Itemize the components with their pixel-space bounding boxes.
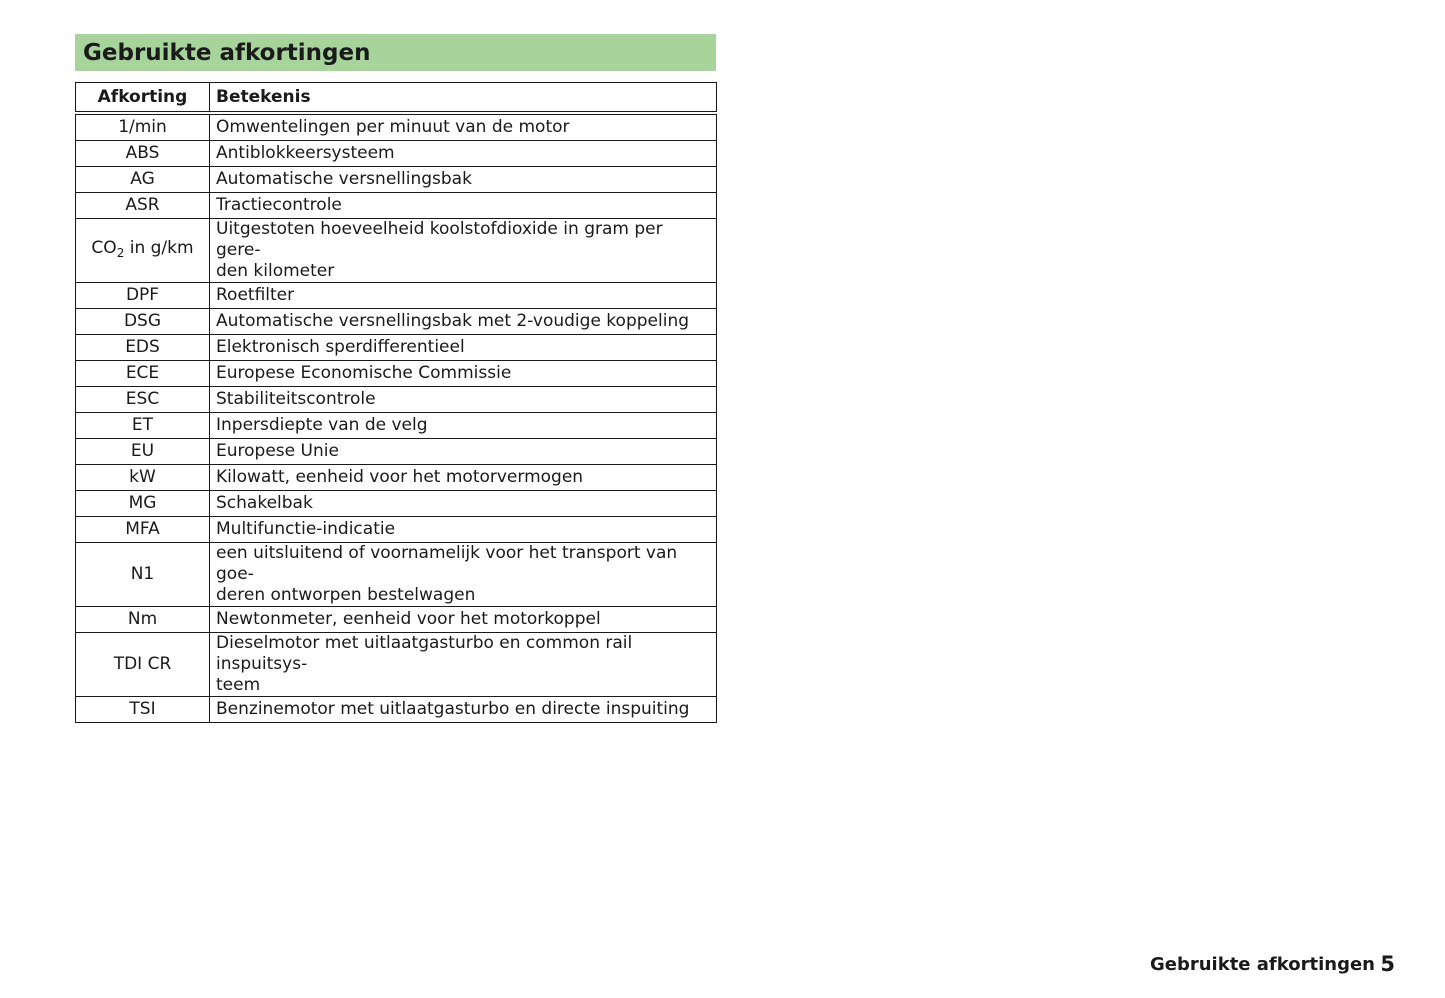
- column-header-meaning: Betekenis: [210, 83, 717, 114]
- page-number: 5: [1380, 952, 1395, 976]
- meaning-line: teem: [216, 675, 261, 695]
- table-row: [76, 413, 717, 439]
- meaning-line: een uitsluitend of voornamelijk voor het transport van goe-: [216, 543, 678, 584]
- co2-main: CO: [91, 237, 117, 258]
- abbreviation-cell: TSI: [76, 697, 210, 723]
- meaning-cell: [210, 633, 717, 697]
- meaning-cell: Europese Unie: [210, 439, 717, 465]
- meaning-cell: Newtonmeter, eenheid voor het motorkoppel: [210, 607, 717, 633]
- meaning-line: Uitgestoten hoeveelheid koolstofdioxide in gram per gere-: [216, 219, 663, 260]
- co2-unit: in g/km: [124, 237, 194, 258]
- meaning-cell: Schakelbak: [210, 491, 717, 517]
- table-row: [76, 543, 717, 607]
- meaning-cell: Kilowatt, eenheid voor het motorvermogen: [210, 465, 717, 491]
- meaning-cell: Inpersdiepte van de velg: [210, 413, 717, 439]
- section-title: Gebruikte afkortingen: [83, 39, 371, 66]
- table-row: [76, 697, 717, 723]
- meaning-cell: Automatische versnellingsbak met 2-voudige koppeling: [210, 309, 717, 335]
- table-row: [76, 633, 717, 697]
- table-row: [76, 113, 717, 141]
- abbreviation-cell: TDI CR: [76, 633, 210, 697]
- table-row: [76, 361, 717, 387]
- abbreviation-cell: DSG: [76, 309, 210, 335]
- abbreviation-cell: Nm: [76, 607, 210, 633]
- table-row: [76, 465, 717, 491]
- table-row: [76, 517, 717, 543]
- table-row: [76, 167, 717, 193]
- meaning-cell: Multifunctie-indicatie: [210, 517, 717, 543]
- table-row: [76, 219, 717, 283]
- meaning-cell: Elektronisch sperdifferentieel: [210, 335, 717, 361]
- meaning-cell: [210, 543, 717, 607]
- meaning-cell: Stabiliteitscontrole: [210, 387, 717, 413]
- table-row: [76, 491, 717, 517]
- abbreviations-table: [75, 82, 717, 723]
- abbreviation-cell: EDS: [76, 335, 210, 361]
- table-row: [76, 607, 717, 633]
- table-row: [76, 141, 717, 167]
- abbreviation-cell: ECE: [76, 361, 210, 387]
- table-row: [76, 335, 717, 361]
- abbreviation-cell: 1/min: [76, 113, 210, 141]
- table-row: [76, 439, 717, 465]
- abbreviation-cell: kW: [76, 465, 210, 491]
- page-footer: [1150, 950, 1395, 978]
- table-header-row: [76, 83, 717, 114]
- meaning-cell: [210, 219, 717, 283]
- table-row: [76, 309, 717, 335]
- column-header-abbreviation: Afkorting: [76, 83, 210, 114]
- meaning-line: Dieselmotor met uitlaatgasturbo en common rail inspuitsys-: [216, 633, 633, 674]
- abbreviation-cell: MFA: [76, 517, 210, 543]
- meaning-cell: Omwentelingen per minuut van de motor: [210, 113, 717, 141]
- meaning-cell: Automatische versnellingsbak: [210, 167, 717, 193]
- abbreviation-cell: DPF: [76, 283, 210, 309]
- meaning-cell: Roetfilter: [210, 283, 717, 309]
- abbreviation-cell: ABS: [76, 141, 210, 167]
- abbreviation-cell: AG: [76, 167, 210, 193]
- table-row: [76, 283, 717, 309]
- abbreviation-cell: MG: [76, 491, 210, 517]
- footer-title: Gebruikte afkortingen: [1150, 953, 1375, 975]
- meaning-cell: Europese Economische Commissie: [210, 361, 717, 387]
- abbreviation-cell: [76, 219, 210, 283]
- abbreviation-cell: ET: [76, 413, 210, 439]
- abbreviation-cell: EU: [76, 439, 210, 465]
- section-header: [75, 34, 716, 71]
- meaning-cell: Benzinemotor met uitlaatgasturbo en directe inspuiting: [210, 697, 717, 723]
- co2-subscript: 2: [116, 245, 125, 260]
- meaning-line: den kilometer: [216, 261, 335, 281]
- meaning-line: deren ontworpen bestelwagen: [216, 585, 476, 605]
- abbreviation-cell: ESC: [76, 387, 210, 413]
- table-row: [76, 193, 717, 219]
- abbreviation-cell: ASR: [76, 193, 210, 219]
- table-row: [76, 387, 717, 413]
- meaning-cell: Antiblokkeersysteem: [210, 141, 717, 167]
- meaning-cell: Tractiecontrole: [210, 193, 717, 219]
- abbreviation-cell: N1: [76, 543, 210, 607]
